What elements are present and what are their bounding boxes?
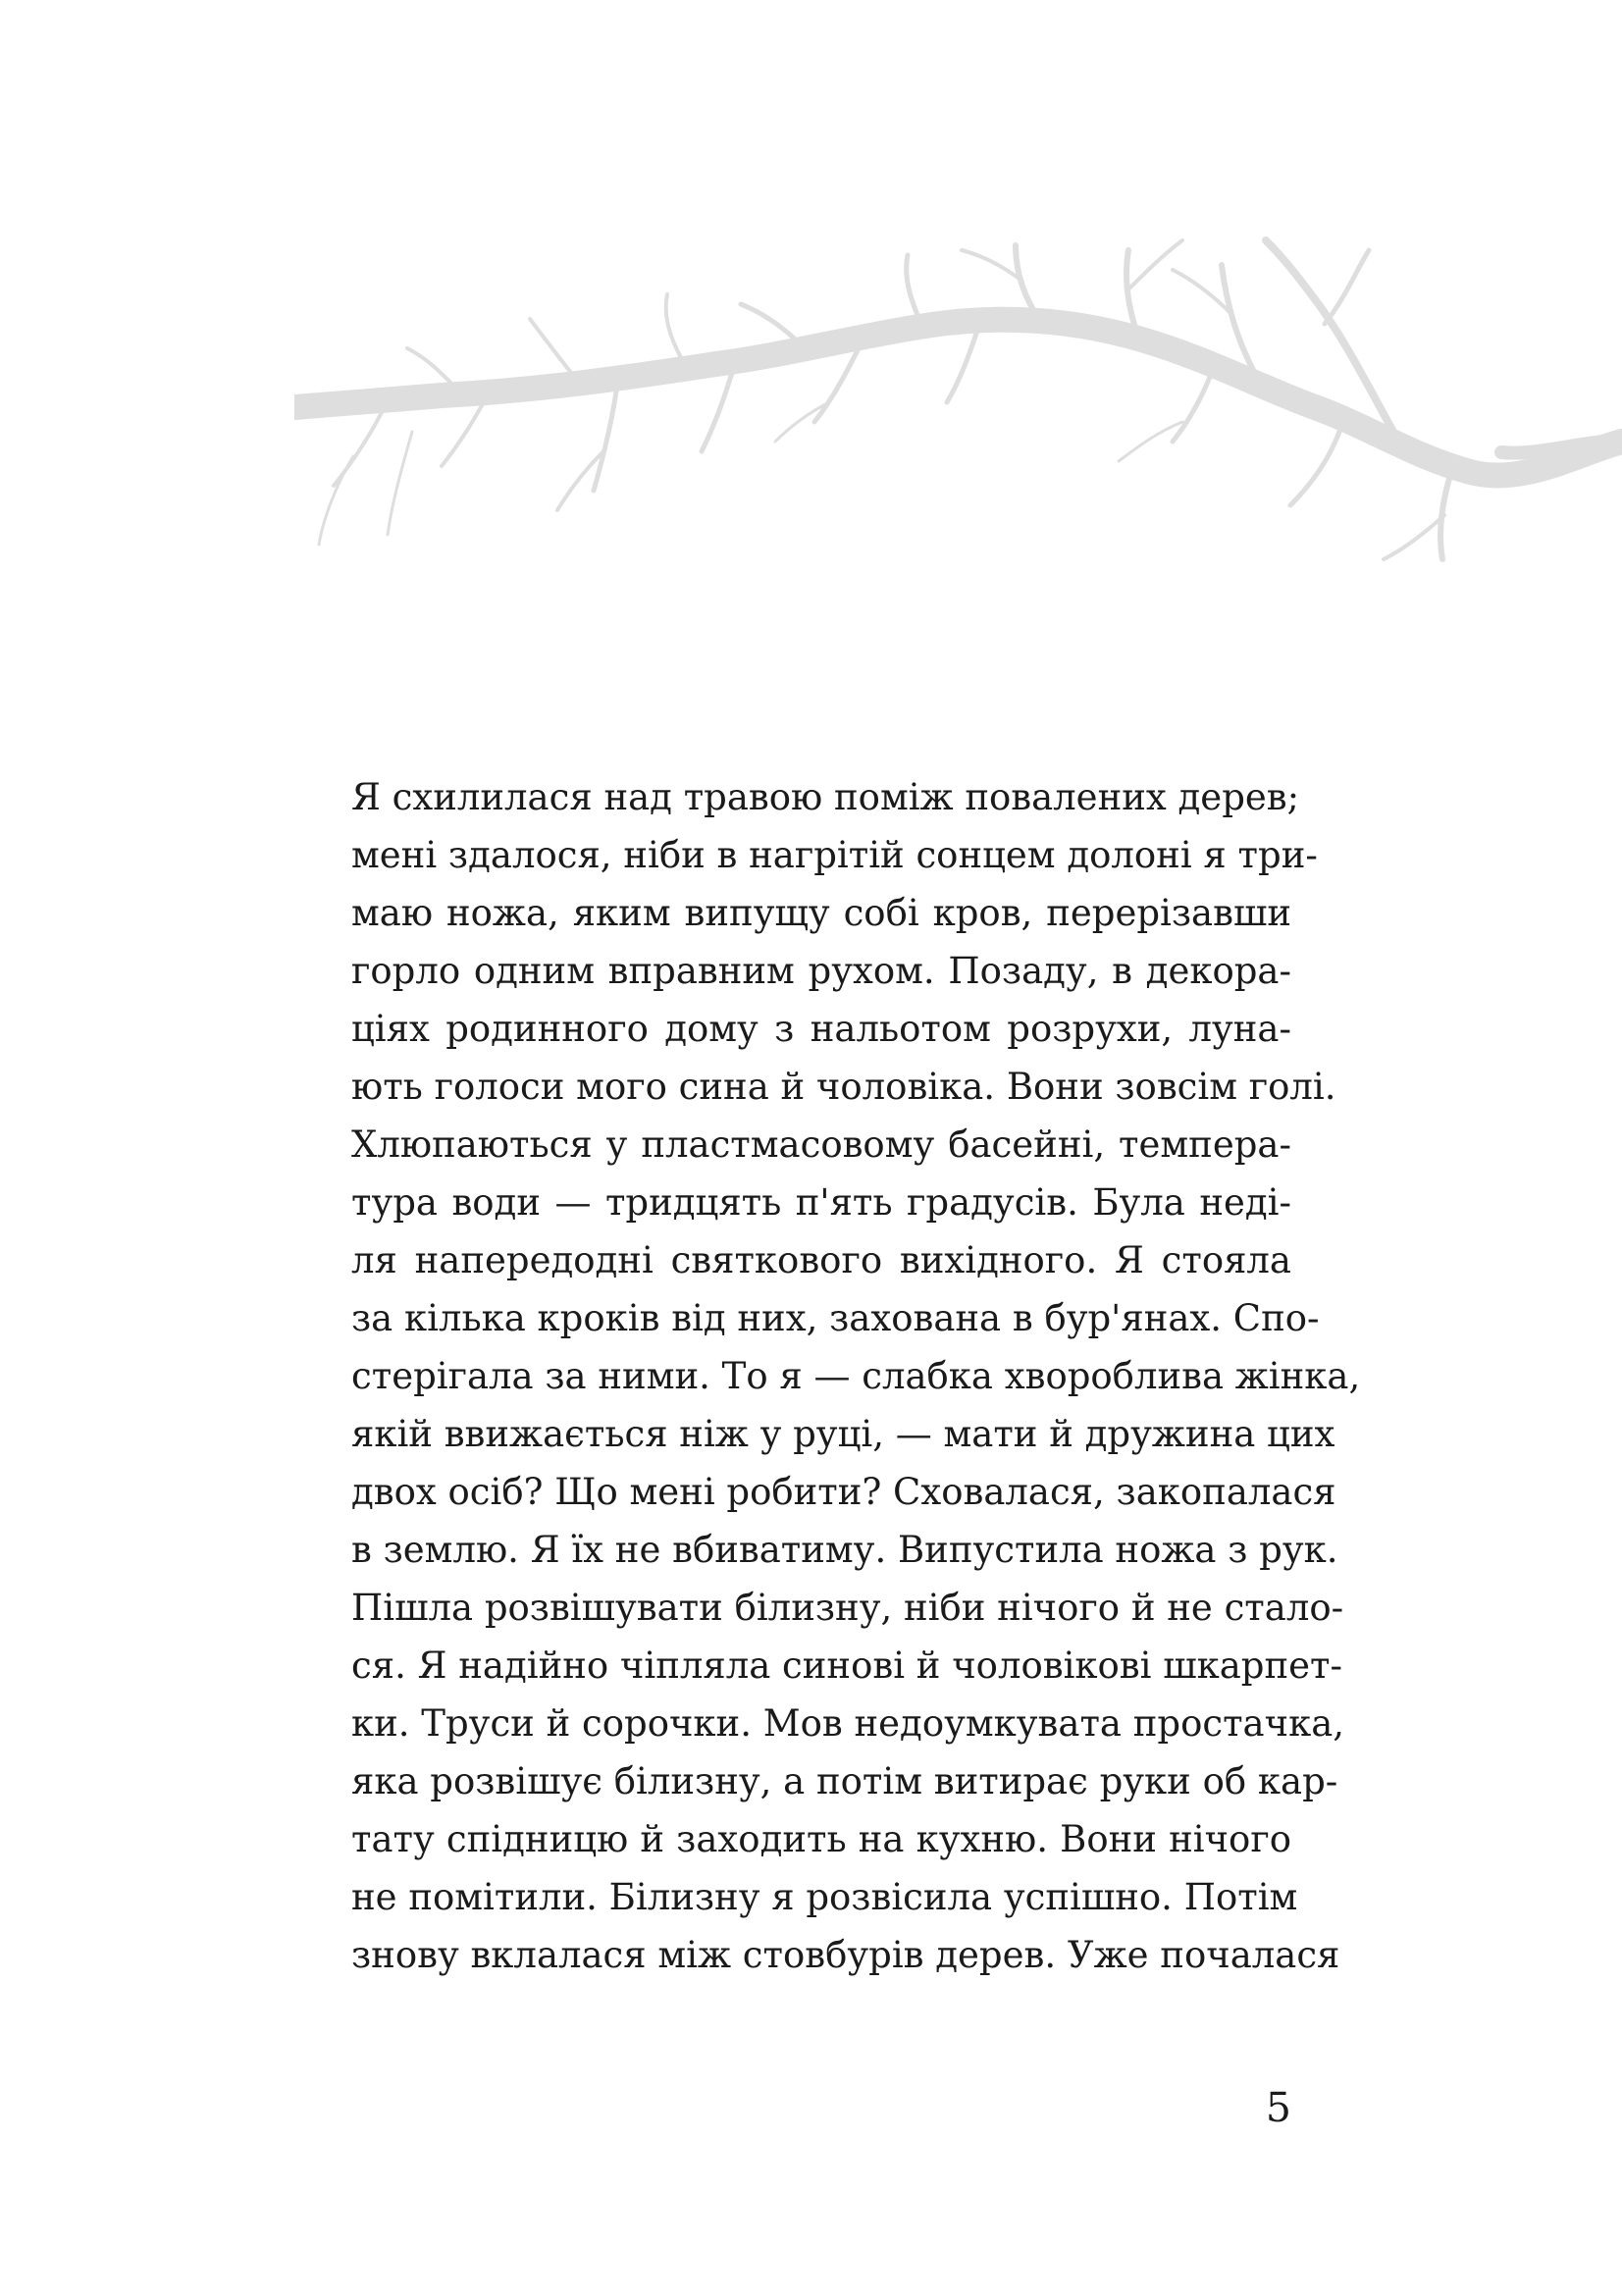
- text-line: яка розвішує білизну, а потім витирає руки об кар-: [351, 1760, 1338, 1802]
- tree-branch-icon: [294, 221, 1622, 599]
- text-line: Я схилилася над травою поміж повалених дерев;: [351, 776, 1300, 818]
- body-text: [351, 768, 1361, 1984]
- text-line: ціях родинного дому з нальотом розрухи, луна-: [351, 1008, 1291, 1050]
- text-line: ють голоси мого сина й чоловіка. Вони зовсім голі.: [351, 1066, 1336, 1108]
- text-line: горло одним вправним рухом. Позаду, в декора-: [351, 950, 1291, 992]
- text-line: мені здалося, ніби в нагрітій сонцем долоні я три-: [351, 834, 1318, 876]
- text-line: ля напередодні святкового вихідного. Я стояла: [351, 1239, 1291, 1281]
- text-line: якій ввижається ніж у руці, — мати й дружина цих: [351, 1413, 1335, 1455]
- text-line: Хлюпаються у пластмасовому басейні, темпера-: [351, 1123, 1291, 1166]
- text-line: ки. Труси й сорочки. Мов недоумкувата простачка,: [351, 1702, 1345, 1745]
- text-line: знову вклалася між стовбурів дерев. Уже почалася: [351, 1934, 1340, 1976]
- text-line: в землю. Я їх не вбиватиму. Випустила ножа з рук.: [351, 1529, 1338, 1571]
- text-line: ся. Я надійно чіпляла синові й чоловікові шкарпет-: [351, 1644, 1343, 1687]
- page-number: 5: [1265, 2084, 1291, 2131]
- text-line: тура води — тридцять п'ять градусів. Була неді-: [351, 1181, 1291, 1224]
- text-line: Пішла розвішувати білизну, ніби нічого й не стало-: [351, 1587, 1344, 1629]
- text-line: за кілька кроків від них, захована в бур'янах. Спо-: [351, 1297, 1320, 1339]
- text-line: двох осіб? Що мені робити? Сховалася, закопалася: [351, 1471, 1336, 1513]
- text-line: маю ножа, яким випущу собі кров, перерізавши: [351, 892, 1291, 934]
- text-line: стерігала за ними. То я — слабка хвороблива жінка,: [351, 1355, 1361, 1397]
- text-line: не помітили. Білизну я розвісила успішно. Потім: [351, 1876, 1298, 1918]
- text-line: тату спідницю й заходить на кухню. Вони нічого: [351, 1818, 1291, 1860]
